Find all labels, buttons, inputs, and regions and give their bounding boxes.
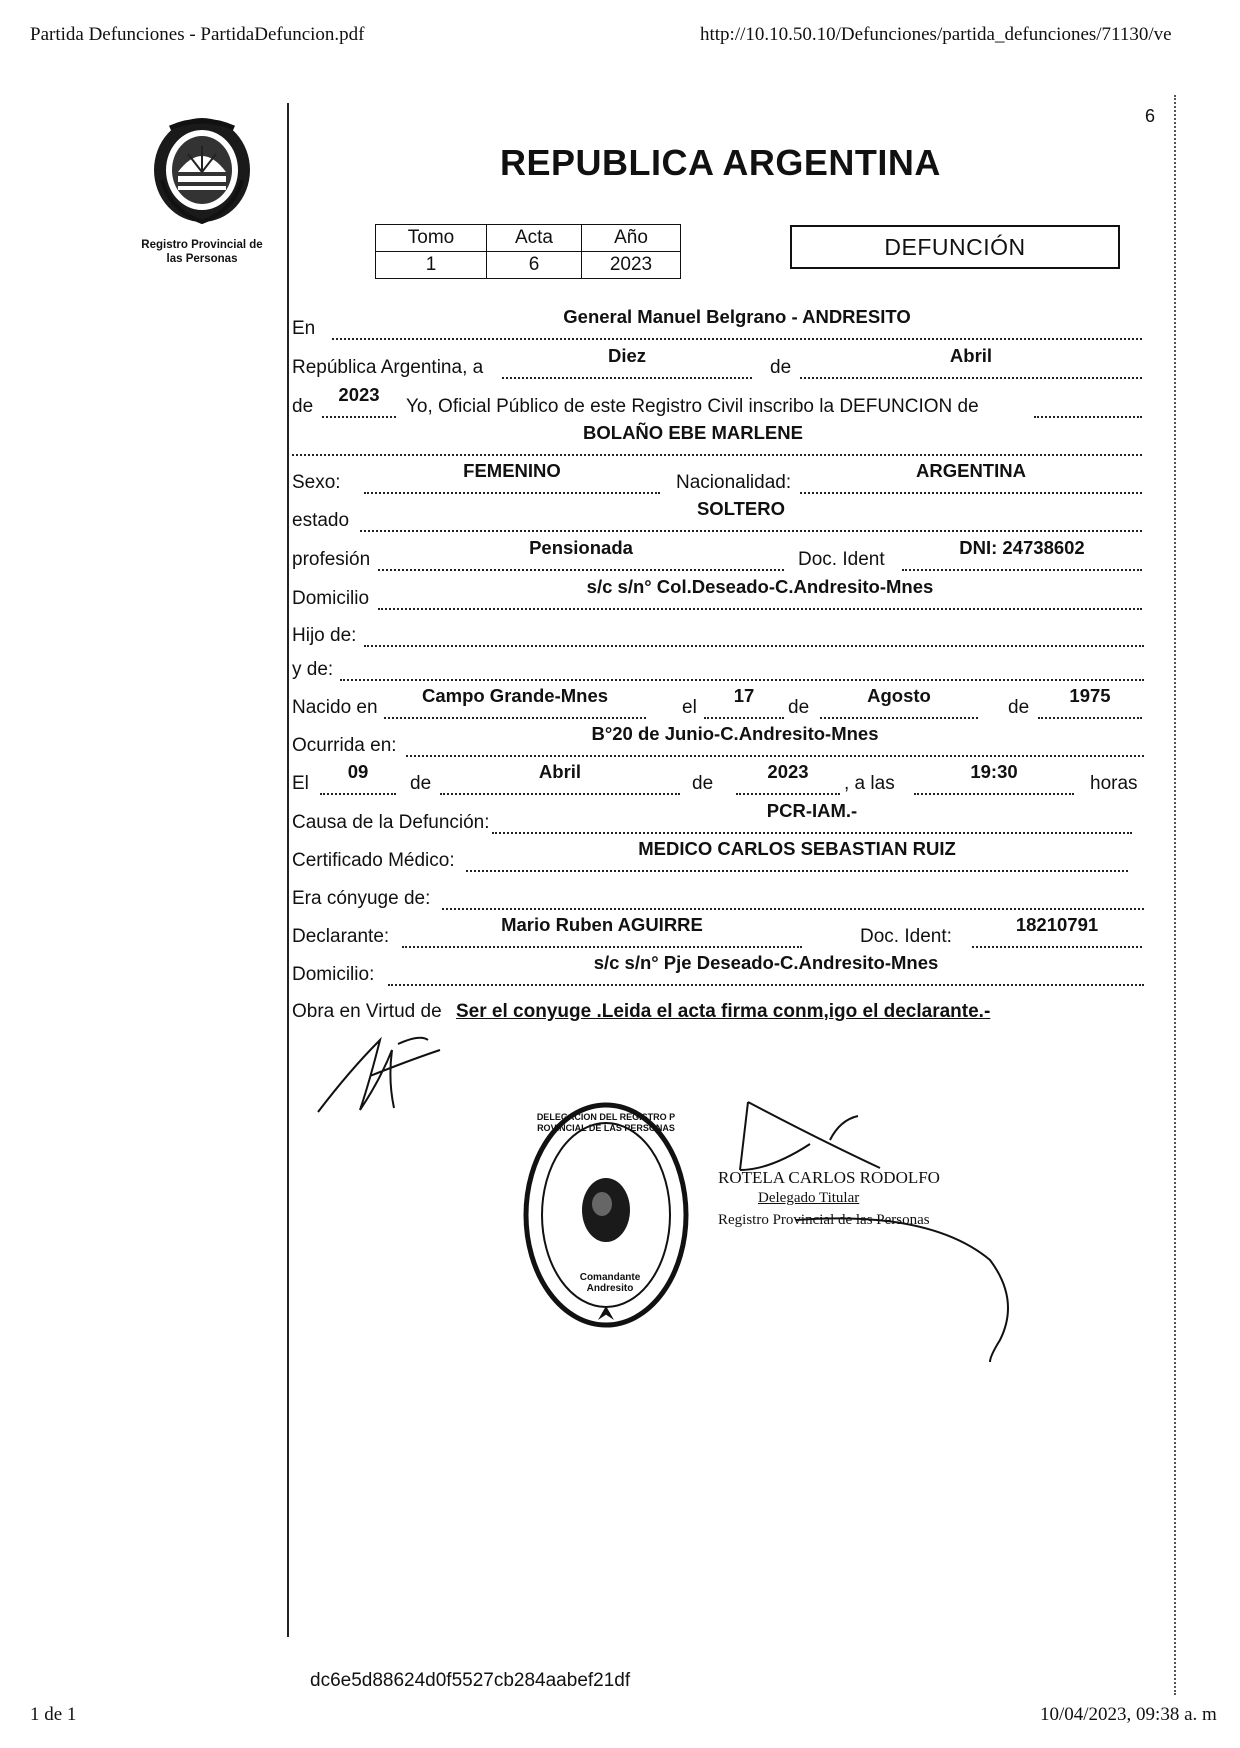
row-birth (292, 685, 1144, 725)
profesion-field (378, 537, 784, 571)
row-death-date (292, 761, 1144, 801)
estado-field (360, 498, 1142, 532)
table-value-acta: 6 (487, 252, 582, 279)
death-place-value: B°20 de Junio-C.Andresito-Mnes (591, 723, 879, 744)
de2-label: de (788, 697, 810, 718)
pdf-url: http://10.10.50.10/Defunciones/partida_defunciones/71130/ve (700, 24, 1172, 45)
sexo-label: Sexo: (292, 472, 341, 493)
de3-label: de (1008, 697, 1030, 718)
row-parent-2 (292, 651, 1144, 687)
row-declarant (292, 914, 1144, 954)
row-profession-doc (292, 537, 1144, 577)
row-death-place (292, 723, 1144, 763)
official-round-stamp (522, 1100, 690, 1330)
registry-table (375, 224, 681, 279)
logo-caption-line1: Registro Provincial de (141, 239, 263, 251)
death-place-field (406, 723, 1144, 757)
name-field (292, 422, 1142, 456)
month-field (800, 345, 1142, 379)
row-civil-status (292, 498, 1144, 538)
right-margin-dotted-rule (1174, 95, 1176, 1695)
ocurrida-label: Ocurrida en: (292, 735, 397, 756)
row-obra (292, 993, 1144, 1029)
nacionalidad-field (800, 460, 1142, 494)
official-signature (700, 1100, 1030, 1370)
row-place (292, 306, 1144, 346)
declarante-value: Mario Ruben AGUIRRE (501, 914, 703, 935)
row-address (292, 576, 1144, 616)
table-header-acta: Acta (487, 225, 582, 252)
alas-label: , a las (844, 773, 895, 794)
conyuge-field (442, 882, 1144, 910)
death-day-field (320, 761, 396, 795)
table-value-tomo: 1 (376, 252, 487, 279)
inscribe-blank (1034, 390, 1142, 418)
page-number: 6 (1145, 106, 1156, 126)
deceased-name: BOLAÑO EBE MARLENE (583, 422, 803, 443)
conyuge-label: Era cónyuge de: (292, 888, 431, 909)
inscribe-text: Yo, Oficial Público de este Registro Civil inscribo la DEFUNCION de (406, 396, 979, 417)
logo-caption-line2: las Personas (166, 253, 238, 265)
place-value: General Manuel Belgrano - ANDRESITO (563, 306, 911, 327)
profesion-label: profesión (292, 549, 371, 570)
doc2-value: 18210791 (1015, 914, 1099, 935)
row-declarant-address (292, 952, 1144, 992)
hijo-label: Hijo de: (292, 625, 357, 646)
el-label: el (682, 697, 697, 718)
sexo-value: FEMENINO (463, 460, 561, 481)
nacionalidad-label: Nacionalidad: (676, 472, 792, 493)
row-certificate (292, 838, 1144, 878)
month-value: Abril (949, 345, 993, 366)
domicilio-field (378, 576, 1142, 610)
birth-year-value: 1975 (1069, 685, 1111, 706)
row-cause (292, 800, 1144, 840)
death-year-field (736, 761, 840, 795)
row-parent-1 (292, 617, 1144, 653)
domicilio2-value: s/c s/n° Pje Deseado-C.Andresito-Mnes (593, 952, 939, 973)
causa-value: PCR-IAM.- (766, 800, 858, 821)
certificado-field (466, 838, 1128, 872)
row-date (292, 345, 1144, 385)
yde-field (340, 653, 1144, 681)
row-sex-nationality (292, 460, 1144, 500)
domicilio-label: Domicilio (292, 588, 370, 609)
left-margin-rule (287, 103, 289, 1637)
profesion-value: Pensionada (529, 537, 633, 558)
nacionalidad-value: ARGENTINA (916, 460, 1026, 481)
row-inscribe (292, 384, 1144, 424)
birth-day-value: 17 (733, 685, 755, 706)
place-field (332, 306, 1142, 340)
day-field (502, 345, 752, 379)
domicilio-value: s/c s/n° Col.Deseado-C.Andresito-Mnes (586, 576, 934, 597)
year-field (322, 384, 396, 418)
record-type-box: DEFUNCIÓN (790, 225, 1120, 269)
declarant-signature (310, 1030, 470, 1120)
row-name (292, 422, 1144, 462)
declarante-label: Declarante: (292, 926, 390, 947)
en-label: En (292, 318, 316, 339)
causa-field (492, 800, 1132, 834)
doc-ident-value: DNI: 24738602 (959, 537, 1085, 558)
table-header-tomo: Tomo (376, 225, 487, 252)
death-year-value: 2023 (767, 761, 809, 782)
certificado-label: Certificado Médico: (292, 850, 455, 871)
doc2-label: Doc. Ident: (860, 926, 952, 947)
nacido-label: Nacido en (292, 697, 378, 718)
page-title: REPUBLICA ARGENTINA (500, 142, 941, 183)
declarante-field (402, 914, 802, 948)
birthplace-value: Campo Grande-Mnes (421, 685, 609, 706)
death-day-value: 09 (347, 761, 369, 782)
table-header-anio: Año (582, 225, 681, 252)
domicilio2-label: Domicilio: (292, 964, 375, 985)
el2-label: El (292, 773, 309, 794)
birth-month-field (820, 685, 978, 719)
doc-ident-field (902, 537, 1142, 571)
certificado-value: MEDICO CARLOS SEBASTIAN RUIZ (638, 838, 956, 859)
official-role: Delegado Titular (758, 1190, 860, 1206)
republica-label: República Argentina, a (292, 357, 484, 378)
de-label: de (770, 357, 792, 378)
domicilio2-field (388, 952, 1144, 986)
day-value: Diez (607, 345, 647, 366)
death-month-field (440, 761, 680, 795)
row-spouse (292, 880, 1144, 916)
estado-value: SOLTERO (696, 498, 786, 519)
de5-label: de (692, 773, 714, 794)
official-name: ROTELA CARLOS RODOLFO (718, 1168, 940, 1187)
de4-label: de (410, 773, 432, 794)
obra-value: Ser el conyuge .Leida el acta firma conm,igo el declarante.- (456, 1001, 991, 1022)
birth-year-field (1038, 685, 1142, 719)
yde-label: y de: (292, 659, 334, 680)
birth-month-value: Agosto (867, 685, 931, 706)
doc2-field (972, 914, 1142, 948)
pdf-document-title: Partida Defunciones - PartidaDefuncion.pdf (30, 24, 365, 45)
misiones-coat-of-arms-logo (140, 110, 264, 232)
hijo-field (364, 619, 1144, 647)
print-datetime: 10/04/2023, 09:38 a. m (1040, 1704, 1217, 1725)
horas-label: horas (1090, 773, 1138, 794)
sexo-field (364, 460, 660, 494)
year-de-label: de (292, 396, 314, 417)
estado-label: estado (292, 510, 350, 531)
logo-caption (122, 238, 282, 266)
death-time-value: 19:30 (970, 761, 1018, 782)
page-count: 1 de 1 (30, 1704, 77, 1725)
stamp-inner-text: Comandante Andresito (579, 1272, 641, 1294)
official-org: Registro Provincial de las Personas (718, 1212, 930, 1228)
death-month-value: Abril (538, 761, 582, 782)
birthplace-field (384, 685, 646, 719)
birth-day-field (704, 685, 784, 719)
year-value: 2023 (338, 384, 380, 405)
table-value-anio: 2023 (582, 252, 681, 279)
stamp-ring-text: DELEGACION DEL REGISTRO PROVINCIAL DE LAS PERSONAS (536, 1112, 676, 1133)
obra-label: Obra en Virtud de (292, 1001, 442, 1022)
doc-ident-label: Doc. Ident (798, 549, 885, 570)
death-time-field (914, 761, 1074, 795)
document-hash: dc6e5d88624d0f5527cb284aabef21df (310, 1670, 631, 1691)
causa-label: Causa de la Defunción: (292, 812, 490, 833)
